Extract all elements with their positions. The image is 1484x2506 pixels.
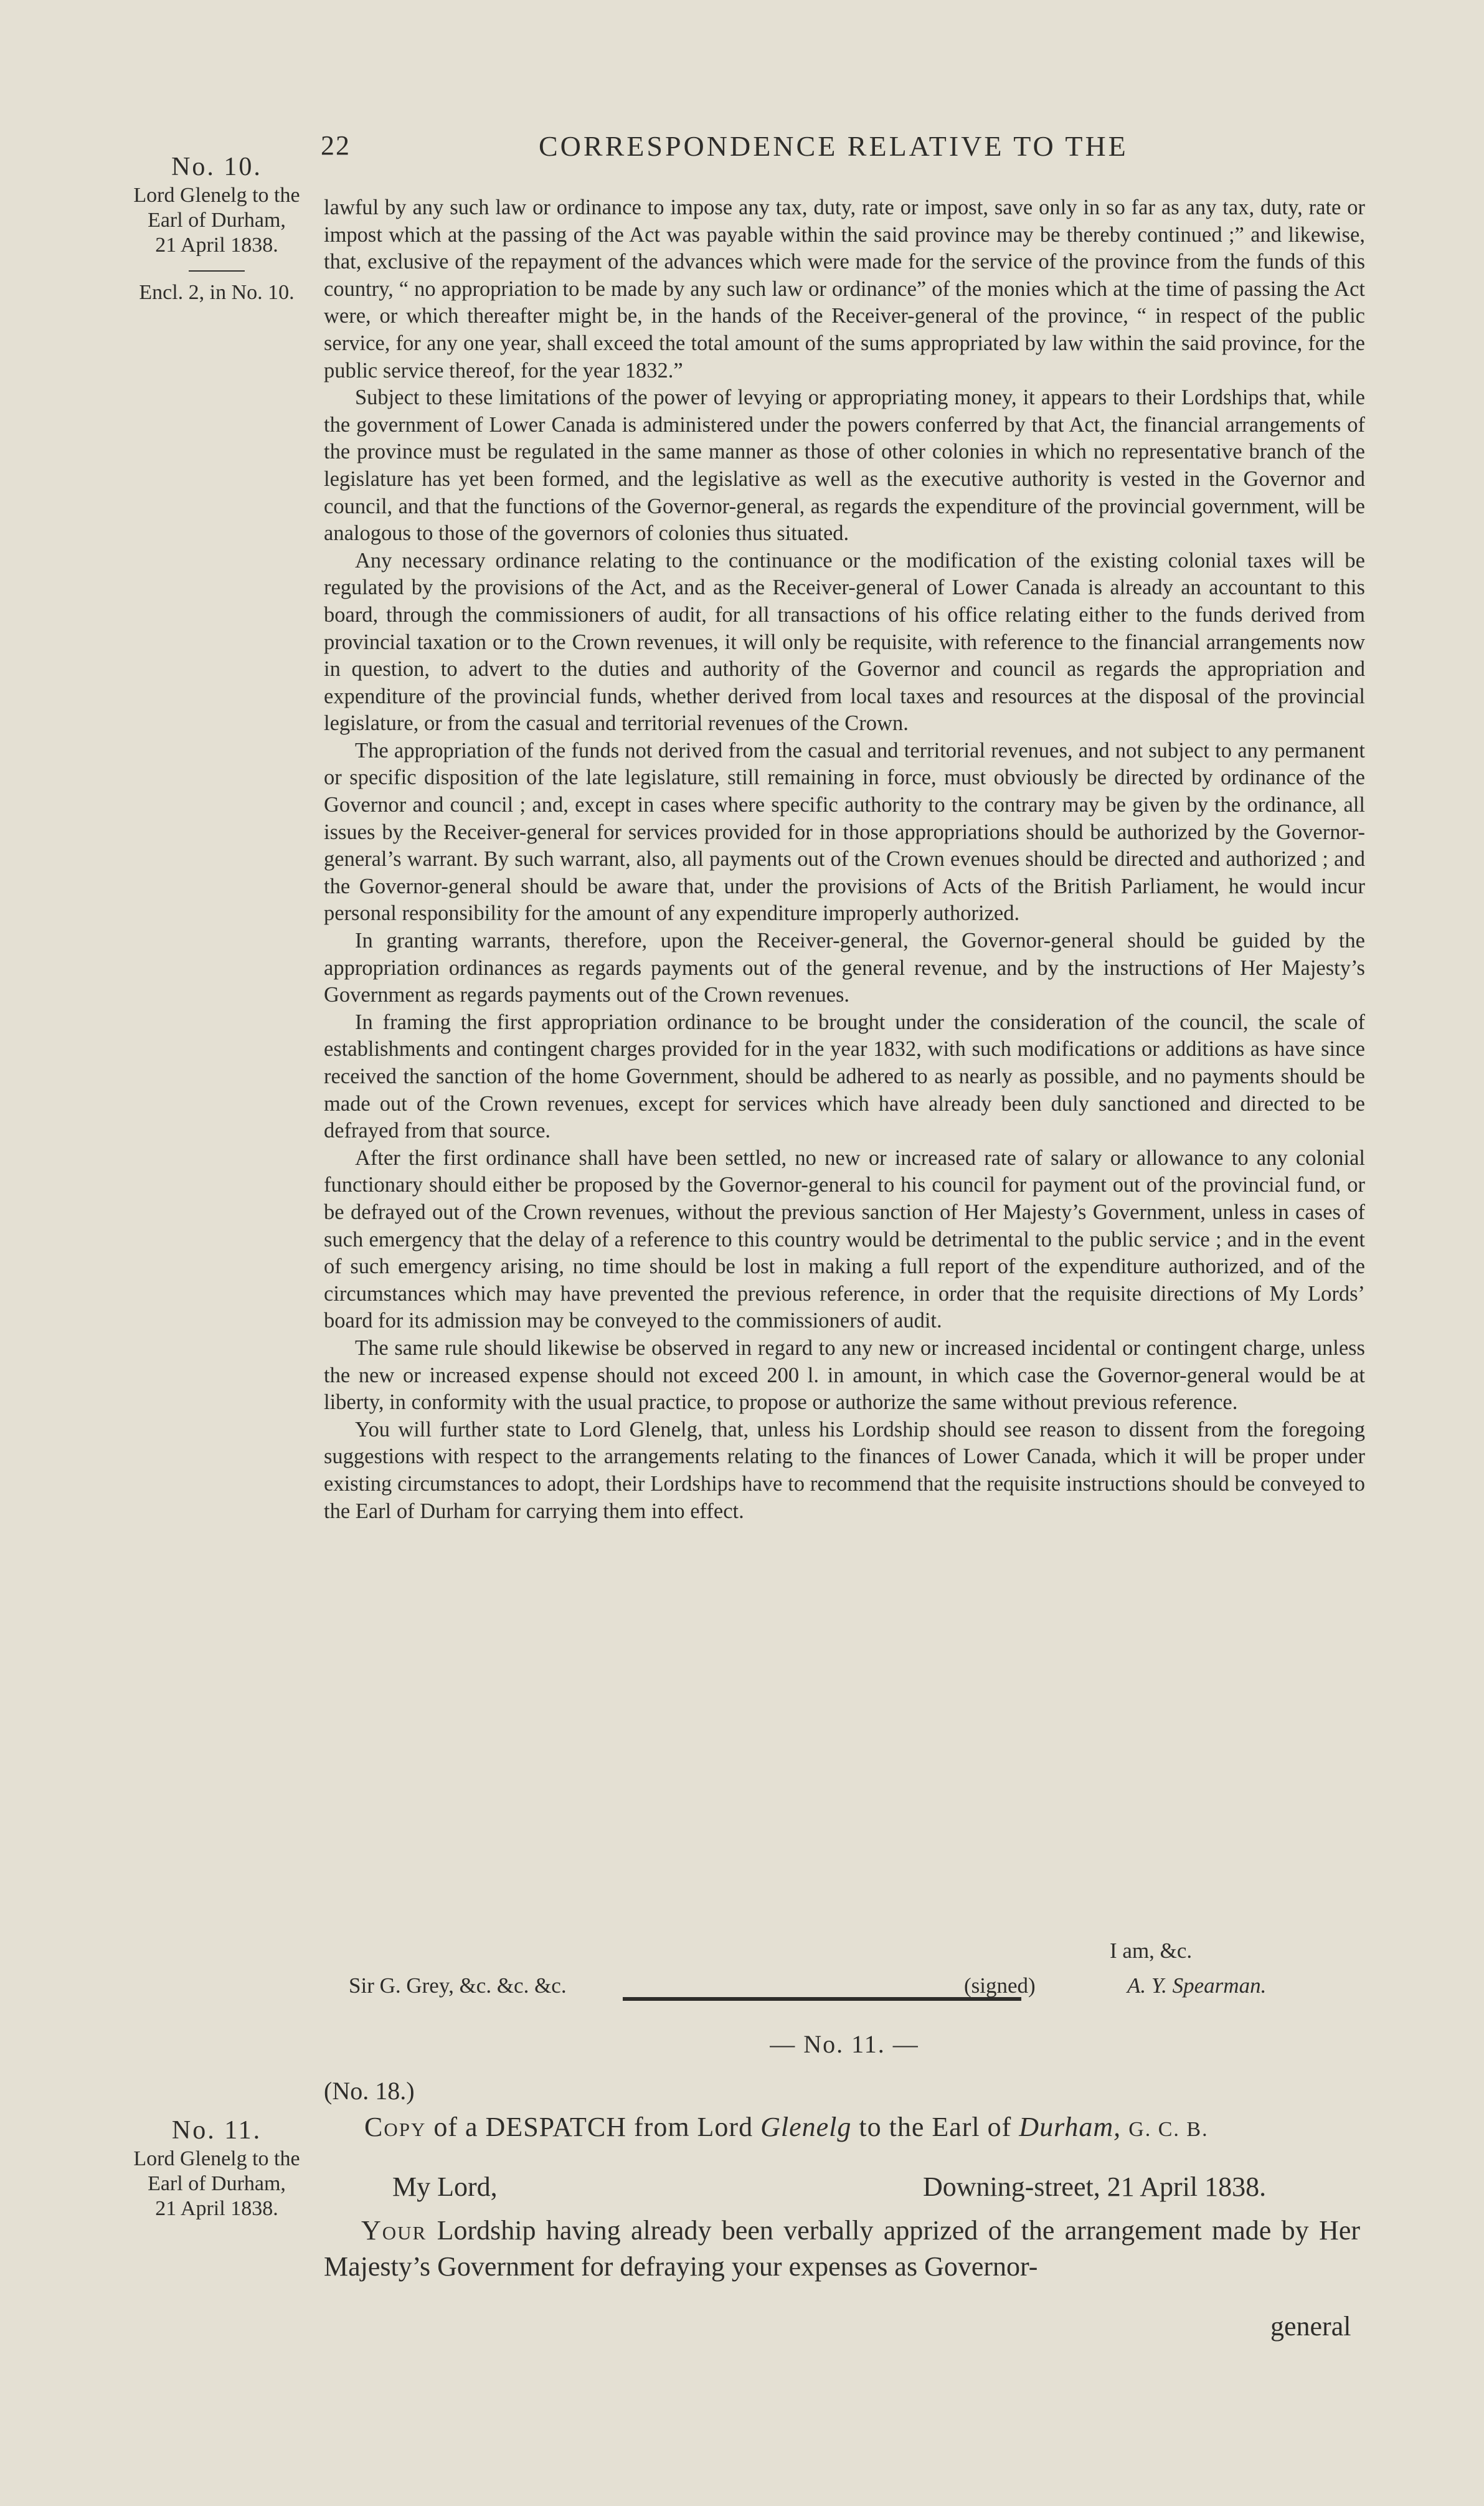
section-divider: [623, 1997, 1021, 2001]
body-paragraph: You will further state to Lord Glenelg, that, unless his Lordship should see reason to dissent from the foregoing suggestions with respect to the arrangements relating to the finances of Lower Canada, which it will be proper under existing circumstances to adopt, their Lordships have to recommend that the requisite instructions should be conveyed to the Earl of Durham for carrying them into effect.: [324, 1417, 1365, 1523]
section-heading: — No. 11. —: [770, 2030, 919, 2058]
body-paragraph: The same rule should likewise be observed in regard to any new or increased incidental or contingent charge, unless the new or increased expense should not exceed 200 l. in amount, in which case the Governor-general would be at liberty, in conformity with the usual practice, to propose or authorize the same without previous reference.: [324, 1336, 1365, 1415]
body-paragraph: After the first ordinance shall have been settled, no new or increased rate of salary or allowance to any colonial functionary should either be proposed by the Governor-general to his council for payment out of the provincial fund, or be defrayed out of the Crown revenues, without the previous sanction of Her Majesty’s Government, unless in cases of such emergency that the delay of a reference to this country would be detrimental to the public service ; and in the event of such emergency arising, no time should be lost in making a full report of the expenditure authorized, and of the circumstances which may have prevented the previous reference, in order that the requisite directions of My Lords’ board for its admission may be conveyed to the commissioners of audit.: [324, 1146, 1365, 1333]
body-paragraph: Subject to these limitations of the power of levying or appropriating money, it appears to their Lordships that, while the government of Lower Canada is administered under the powers conferred by that Act, the financial arrangements of the province must be regulated in the same manner as those of other colonies in which no representative branch of the legislature has yet been formed, and the legislative as well as the executive authority is vested in the Governor and council, and that the functions of the Governor-general, as regards the expenditure of the provincial government, will be analogous to those of the governors of colonies thus situated.: [324, 386, 1365, 546]
title-glenelg: Glenelg: [760, 2112, 852, 2142]
title-text: to the Earl of: [851, 2112, 1019, 2142]
despatch-title: [364, 2112, 1411, 2145]
body-paragraph: In granting warrants, therefore, upon the Receiver-general, the Governor-general should be guided by the appropriation ordinances as regards payments out of the general revenue, and by the instructions of Her Majesty’s Government as regards payments out of the Crown revenues.: [324, 929, 1365, 1007]
body-paragraph: The appropriation of the funds not derived from the casual and territorial revenues, and not subject to any permanent or specific disposition of the late legislature, still remaining in force, must obviously be directed by ordinance of the Governor and council ; and, except in cases where specific authority to the contrary may be given by the ordinance, all issues by the Receiver-general for services provided for in those appropriations should be authorized by the Governor-general’s warrant. By such warrant, also, all payments out of the Crown evenues should be directed and authorized ; and the Governor-general should be aware that, under the provisions of Acts of the British Parliament, he would incur personal responsibility for the amount of any expenditure improperly authorized.: [324, 738, 1365, 926]
margin-note-enclosure: Encl. 2, in No. 10.: [139, 281, 295, 304]
margin-note-no-10: [117, 154, 316, 305]
margin-divider: [189, 270, 245, 272]
body-paragraph: Any necessary ordinance relating to the continuance or the modification of the existing colonial taxes will be regulated by the provisions of the Act, and as the Receiver-general of Lower Canada is already an accountant to this board, through the commissioners of audit, for all transactions of his office relating either to the funds derived from provincial taxation or to the Crown revenues, it will only be requisite, with reference to the financial arrangements now in question, to advert to the duties and authority of the Governor and council as regards the appropriation and expenditure of the provincial funds, whether derived from local taxes and resources at the disposal of the provincial legislature, or from the casual and territorial revenues of the Crown.: [324, 548, 1365, 736]
title-durham: Durham,: [1019, 2112, 1122, 2142]
despatch-reference: (No. 18.): [324, 2077, 415, 2105]
body-paragraph: lawful by any such law or ordinance to impose any tax, duty, rate or impost, save only in so far as any tax, duty, rate or impost which at the passing of the Act was payable within the said province may be thereby continued ;” and likewise, that, exclusive of the repayment of the advances which were made for the service of the province from the funds of this country, “ no appropriation to be made by any such law or ordinance” of the monies which at the time of passing the Act were, or which thereafter might be, in the hands of the Receiver-general of the province, “ in respect of the public service, for any one year, shall exceed the total amount of the sums appropriated by law within the said province, for the public service thereof, for the year 1832.”: [324, 196, 1365, 382]
margin-note-line: 21 April 1838.: [155, 2197, 278, 2220]
title-copy: Copy: [364, 2112, 427, 2142]
opening-text: Lordship having already been verbally apprized of the arrangement made by Her Majesty’s Government for defraying your expenses as Governor-: [324, 2215, 1367, 2282]
running-head: CORRESPONDENCE RELATIVE TO THE: [539, 130, 1128, 162]
opening-first-word: Your: [361, 2215, 427, 2246]
page-number: 22: [321, 130, 351, 161]
margin-note-line: Lord Glenelg to the: [133, 2147, 300, 2170]
address-date: Downing-street, 21 April 1838.: [923, 2171, 1267, 2202]
salutation: My Lord,: [392, 2171, 498, 2202]
catchword: general: [1270, 2311, 1351, 2342]
body-paragraph: In framing the first appropriation ordinance to be brought under the consideration of the council, the scale of establishments and contingent charges provided for in the year 1832, with such modifications or additions as have since received the sanction of the home Government, should be adhered to as nearly as possible, and no payments should be made out of the Crown revenues, except for services which have already been duly sanctioned and directed to be defrayed from that source.: [324, 1010, 1365, 1143]
margin-note-line: Lord Glenelg to the: [133, 184, 300, 207]
margin-note-number: No. 11.: [171, 2116, 262, 2145]
margin-note-line: Earl of Durham,: [148, 209, 286, 232]
letter-body: [324, 194, 1365, 1525]
margin-note-line: Earl of Durham,: [148, 2172, 286, 2195]
title-text: of a DESPATCH from Lord: [426, 2112, 761, 2142]
margin-note-number: No. 10.: [171, 153, 262, 181]
addressee: Sir G. Grey, &c. &c. &c.: [349, 1973, 567, 1998]
signatory-name: A. Y. Spearman.: [1127, 1973, 1267, 1998]
page-header: [321, 130, 1365, 173]
margin-note-no-11: [117, 2118, 316, 2221]
margin-note-line: 21 April 1838.: [155, 234, 278, 257]
title-order: G. C. B.: [1128, 2118, 1209, 2141]
despatch-opening: [324, 2213, 1367, 2285]
closing-formula: I am, &c.: [1110, 1939, 1193, 1963]
signed-label: (signed): [964, 1973, 1036, 1998]
